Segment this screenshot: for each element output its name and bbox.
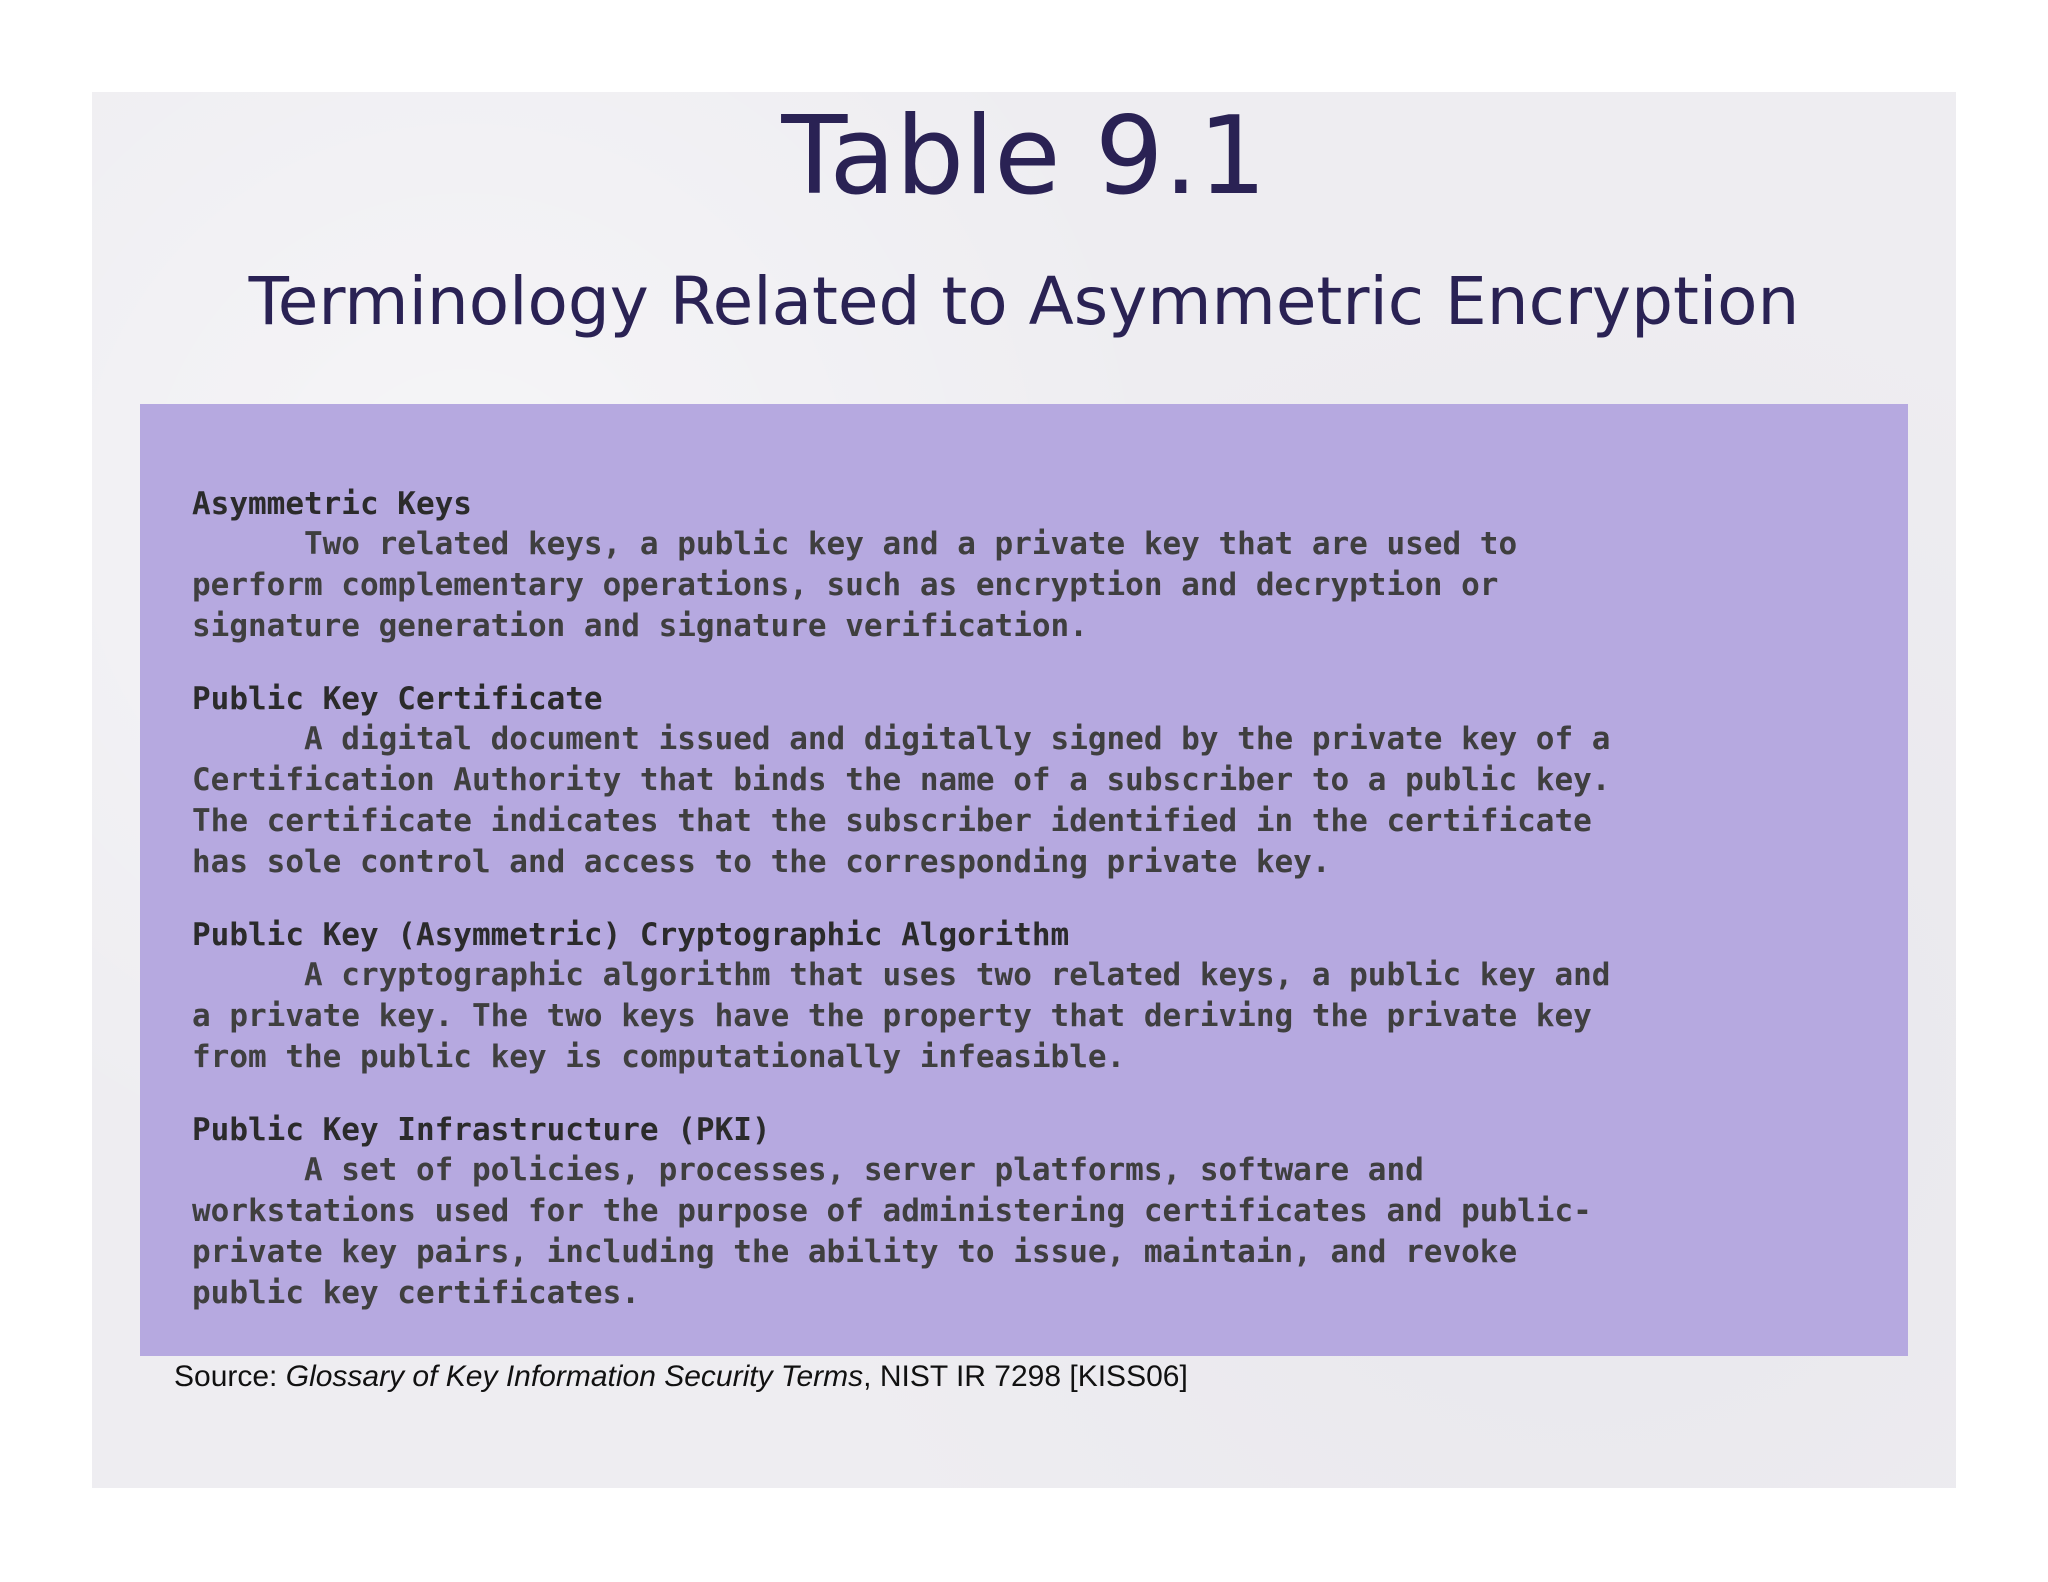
term-title: Public Key (Asymmetric) Cryptographic Algorithm xyxy=(192,917,1070,953)
source-title: Glossary of Key Information Security Terms xyxy=(285,1360,864,1393)
definition-line: private key pairs, including the ability to issue, maintain, and revoke xyxy=(192,1234,1518,1270)
term-entry-pki xyxy=(192,1110,1858,1314)
source-citation xyxy=(174,1360,1188,1394)
definition-line: a private key. The two keys have the property that deriving the private key xyxy=(192,998,1592,1034)
term-entry-public-key-certificate xyxy=(192,679,1858,883)
term-entry-asymmetric-keys xyxy=(192,484,1858,647)
term-title: Public Key Certificate xyxy=(192,681,603,717)
slide-subtitle: Terminology Related to Asymmetric Encryption xyxy=(248,263,1800,340)
definition-line: has sole control and access to the corresponding private key. xyxy=(192,844,1331,880)
slide-title: Table 9.1 xyxy=(781,94,1267,219)
definition-line: signature generation and signature verification. xyxy=(192,608,1088,644)
source-prefix: Source: xyxy=(174,1360,286,1393)
definition-line: A set of policies, processes, server platforms, software and xyxy=(192,1152,1424,1188)
terminology-table xyxy=(140,404,1908,1356)
definition-line: Two related keys, a public key and a private key that are used to xyxy=(192,526,1518,562)
source-suffix: , NIST IR 7298 [KISS06] xyxy=(863,1360,1188,1393)
definition-line: A digital document issued and digitally signed by the private key of a xyxy=(192,721,1611,757)
definition-line: A cryptographic algorithm that uses two related keys, a public key and xyxy=(192,957,1611,993)
term-title: Public Key Infrastructure (PKI) xyxy=(192,1112,771,1148)
definition-line: The certificate indicates that the subscriber identified in the certificate xyxy=(192,803,1592,839)
term-entry-public-key-algorithm xyxy=(192,915,1858,1078)
slide xyxy=(92,92,1956,1488)
term-title: Asymmetric Keys xyxy=(192,486,472,522)
definition-line: workstations used for the purpose of administering certificates and public- xyxy=(192,1193,1592,1229)
definition-line: from the public key is computationally infeasible. xyxy=(192,1039,1126,1075)
definition-line: public key certificates. xyxy=(192,1275,640,1311)
definition-line: perform complementary operations, such as encryption and decryption or xyxy=(192,567,1499,603)
definition-line: Certification Authority that binds the name of a subscriber to a public key. xyxy=(192,762,1611,798)
